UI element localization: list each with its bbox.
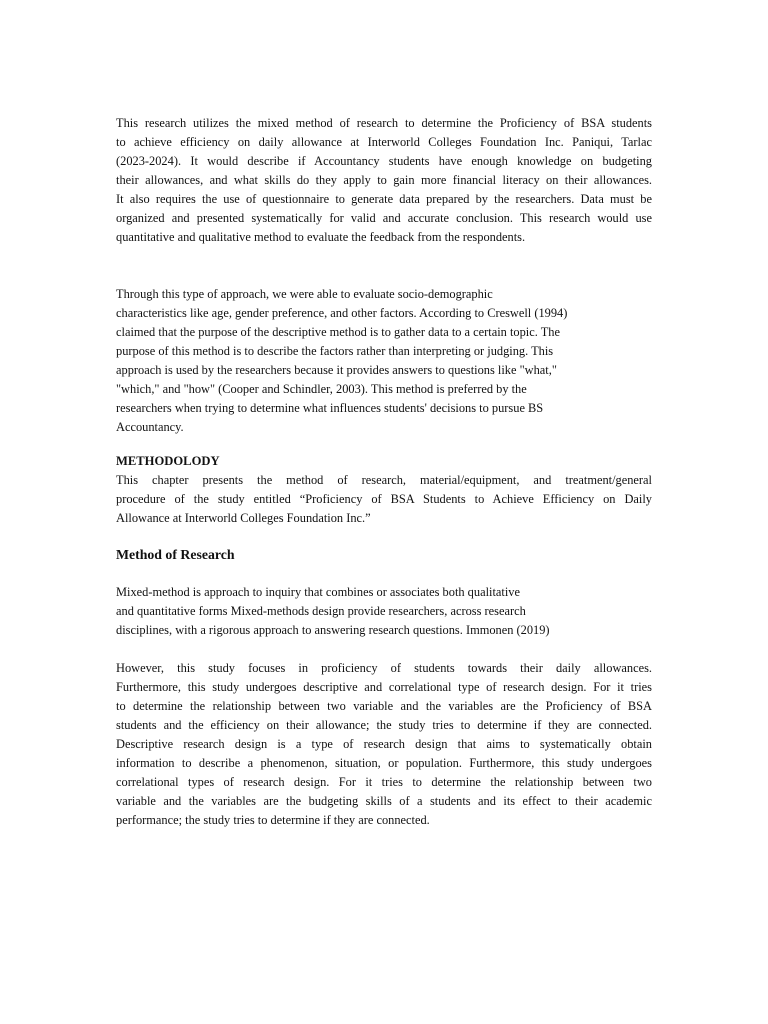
text-line: organized and presented systematically for valid and accurate conclusion. This research would use [116,211,652,225]
text-line: Mixed-method is approach to inquiry that combines or associates both qualitative [116,585,520,599]
text-line: to determine the relationship between two variable and the variables are the Proficiency of BSA [116,699,652,713]
paragraph-research-overview [116,114,652,247]
paragraph-chapter-intro [116,471,652,528]
text-line: Through this type of approach, we were able to evaluate socio-demographic [116,287,493,301]
text-line: Descriptive research design is a type of research design that aims to systematically obtain [116,737,652,751]
text-line: disciplines, with a rigorous approach to answering research questions. Immonen (2019) [116,623,550,637]
text-line: Accountancy. [116,420,184,434]
text-line: correlational types of research design. For it tries to determine the relationship between two [116,775,652,789]
text-line: performance; the study tries to determine if they are connected. [116,813,430,827]
text-line: to achieve efficiency on daily allowance at Interworld Colleges Foundation Inc. Paniqui, Tarlac [116,135,652,149]
text-line: It also requires the use of questionnaire to generate data prepared by the researchers. Data must be [116,192,652,206]
text-line: Allowance at Interworld Colleges Foundation Inc.” [116,511,371,525]
text-line: researchers when trying to determine what influences students' decisions to pursue BS [116,401,544,415]
text-line: (2023-2024). It would describe if Accountancy students have enough knowledge on budgeting [116,154,652,168]
text-line: claimed that the purpose of the descriptive method is to gather data to a certain topic. The [116,325,560,339]
text-line: variable and the variables are the budgeting skills of a students and its effect to their academic [116,794,652,808]
paragraph-research-design [116,659,652,830]
subsection-heading-method-of-research: Method of Research [116,547,235,562]
text-line: This research utilizes the mixed method of research to determine the Proficiency of BSA students [116,116,652,130]
text-line: approach is used by the researchers because it provides answers to questions like "what," [116,363,557,377]
text-line: purpose of this method is to describe the factors rather than interpreting or judging. This [116,344,554,358]
text-line: procedure of the study entitled “Proficiency of BSA Students to Achieve Efficiency on Daily [116,492,652,506]
text-line: information to describe a phenomenon, situation, or population. Furthermore, this study undergoes [116,756,652,770]
text-line: This chapter presents the method of research, material/equipment, and treatment/general [116,473,652,487]
text-line: Furthermore, this study undergoes descriptive and correlational type of research design. For it tries [116,680,652,694]
text-line: However, this study focuses in proficiency of students towards their daily allowances. [116,661,652,675]
text-line: quantitative and qualitative method to evaluate the feedback from the respondents. [116,230,526,244]
text-line: "which," and "how" (Cooper and Schindler, 2003). This method is preferred by the [116,382,527,396]
text-line: their allowances, and what skills do they apply to gain more financial literacy on their allowances. [116,173,652,187]
document-page [116,114,652,830]
text-line: and quantitative forms Mixed-methods design provide researchers, across research [116,604,526,618]
text-line: students and the efficiency on their allowance; the study tries to determine if they are connected. [116,718,652,732]
section-heading-methodology: METHODOLODY [116,454,220,468]
paragraph-mixed-method [116,583,652,640]
text-line: characteristics like age, gender preference, and other factors. According to Creswell (1994) [116,306,568,320]
paragraph-descriptive-approach [116,285,652,437]
